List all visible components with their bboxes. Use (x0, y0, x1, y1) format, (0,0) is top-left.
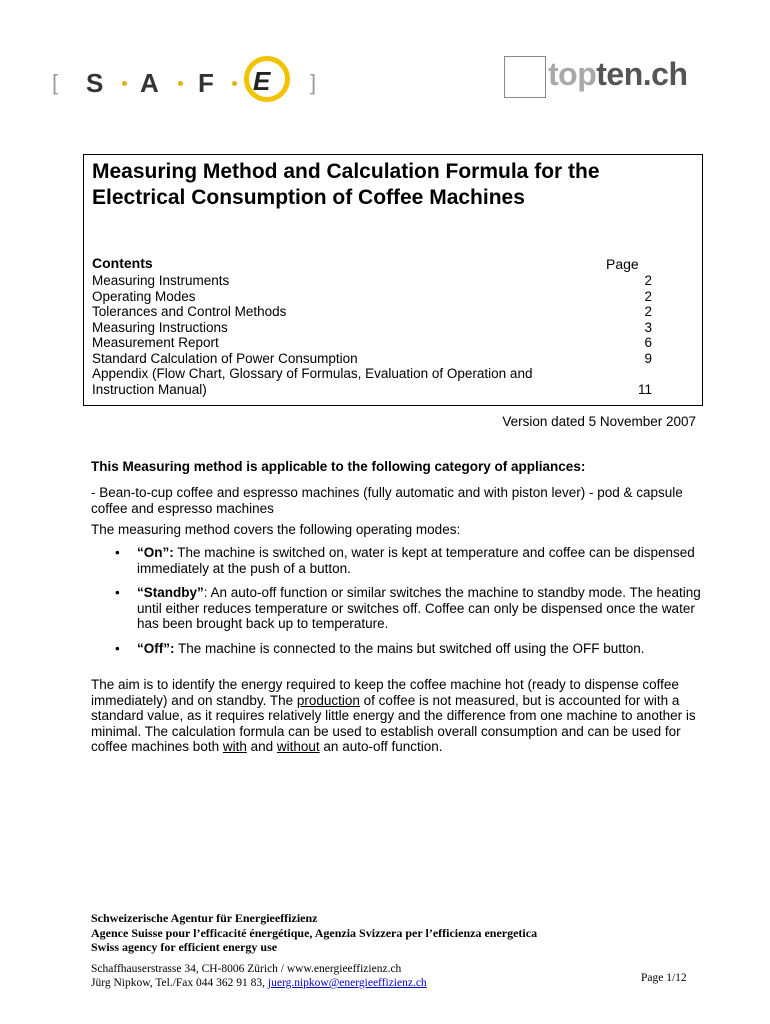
applicability-heading: This Measuring method is applicable to the following category of appliances: (91, 459, 586, 474)
toc-item-title: Standard Calculation of Power Consumption (92, 350, 358, 366)
aim-text: of coffee is not measured, but is accounted for with a standard value, as it requires relatively little energy and the difference from one machine to another is minimal. The calculation formula can be used to establish overall consumption and can be used for coffee machines both (91, 692, 696, 754)
toc-item-title: Measuring Instruments (92, 273, 230, 288)
mode-name: “On”: (137, 545, 174, 560)
safe-logo-letter-s: S (86, 68, 104, 98)
safe-logo (52, 56, 332, 112)
safe-logo-letter-e: E (253, 66, 271, 96)
aim-text: The aim is to identify the energy required to keep the coffee machine hot (ready to dispense coffee immediately) and on standby. The (91, 677, 679, 708)
toc-item-page: 2 (644, 304, 652, 319)
footer (91, 911, 703, 991)
toc-item (92, 335, 652, 351)
table-of-contents (92, 273, 652, 397)
topten-logo-box (504, 56, 546, 98)
operating-modes-list (91, 545, 701, 665)
contents-heading: Contents (92, 255, 153, 271)
safe-logo-bracket-right: ] (310, 70, 317, 95)
mode-name: “Standby” (137, 585, 204, 600)
toc-item-title: Measurement Report (92, 335, 219, 350)
bullet: • (115, 640, 120, 656)
mode-description: The machine is switched on, water is kept at temperature and coffee can be dispensed immediately at the push of a button. (137, 545, 695, 576)
contact-name-phone: Jürg Nipkow, Tel./Fax 044 362 91 83, (91, 977, 268, 989)
list-item (91, 545, 701, 576)
safe-logo-dot (178, 81, 183, 86)
version-date: Version dated 5 November 2007 (502, 414, 696, 429)
toc-item (92, 273, 652, 289)
toc-item (92, 366, 652, 397)
toc-item-title: Appendix (Flow Chart, Glossary of Formulas, Evaluation of Operation and Instruction Manual) (92, 366, 533, 397)
list-item (91, 641, 701, 657)
toc-item-page: 2 (644, 273, 652, 288)
agency-name-de: Schweizerische Agentur für Energieeffizienz (91, 911, 318, 925)
topten-logo-ten: ten.ch (596, 56, 688, 92)
aim-underlined: with (222, 739, 247, 754)
aim-text: and (246, 739, 277, 754)
footer-address: Schaffhauserstrasse 34, CH-8006 Zürich / www.energieeffizienz.ch (91, 962, 402, 975)
toc-item (92, 304, 652, 320)
aim-underlined: without (276, 739, 320, 754)
toc-item (92, 351, 652, 367)
toc-item (92, 320, 652, 336)
toc-item-title: Tolerances and Control Methods (92, 304, 287, 319)
footer-contact (91, 976, 703, 991)
list-item (91, 585, 701, 632)
modes-intro: The measuring method covers the following operating modes: (91, 522, 461, 537)
toc-item-page: 6 (644, 335, 652, 350)
topten-logo-top: top (548, 56, 597, 92)
toc-item (92, 289, 652, 305)
agency-name-en: Swiss agency for efficient energy use (91, 940, 278, 954)
topten-logo-text (548, 56, 687, 93)
email-link[interactable]: juerg.nipkow@energieeffizienz.ch (267, 977, 427, 989)
toc-item-page: 9 (644, 350, 652, 366)
applicability-text: - Bean-to-cup coffee and espresso machines (fully automatic and with piston lever) - pod & capsule coffee and espresso machines (91, 485, 683, 516)
toc-item-page: 11 (637, 381, 652, 397)
topten-logo (504, 56, 704, 102)
bullet: • (115, 585, 120, 600)
toc-item-page: 3 (644, 319, 652, 335)
aim-text: an auto-off function. (319, 739, 443, 754)
safe-logo-dot (122, 81, 127, 86)
safe-logo-letter-a: A (140, 68, 159, 98)
page-number: Page 1/12 (641, 972, 687, 984)
toc-item-page: 2 (644, 288, 652, 304)
aim-underlined: production (296, 692, 360, 708)
bullet: • (115, 545, 120, 560)
title-box (83, 154, 703, 406)
mode-description: The machine is connected to the mains but switched off using the OFF button. (174, 640, 645, 656)
mode-description: : An auto-off function or similar switches the machine to standby mode. The heating until either reduces temperature or switches off. Coffee can only be dispensed once the water has been brought back up to temperature. (137, 585, 701, 631)
mode-name: “Off”: (137, 640, 175, 656)
toc-item-title: Measuring Instructions (92, 319, 228, 335)
aim-paragraph (91, 677, 703, 755)
safe-logo-letter-f: F (198, 68, 214, 98)
safe-logo-dot (232, 81, 237, 86)
agency-name-fr-it: Agence Suisse pour l’efficacité énergétique, Agenzia Svizzera per l’efficienza energetica (91, 925, 538, 940)
document-title: Measuring Method and Calculation Formula for the Electrical Consumption of Coffee Machines (92, 160, 600, 209)
page-column-heading: Page (606, 256, 639, 272)
toc-item-title: Operating Modes (92, 288, 196, 304)
safe-logo-bracket-left: [ (52, 70, 59, 95)
